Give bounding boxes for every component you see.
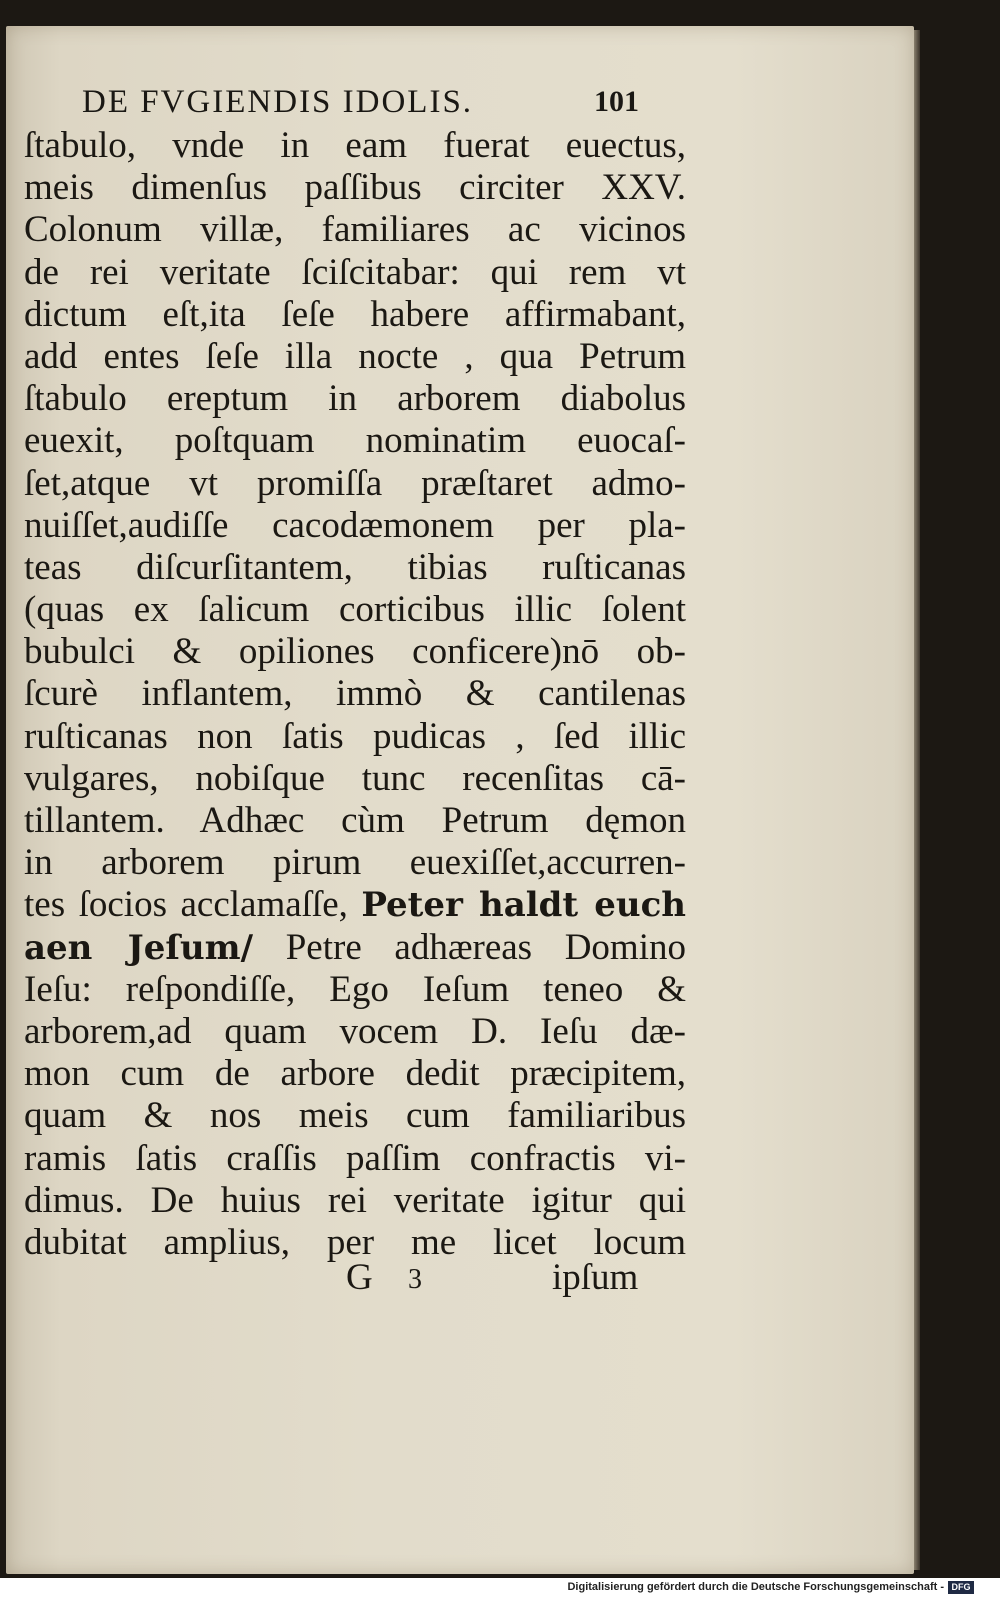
text-line: ſcurè inflantem, immò & cantilenas — [24, 673, 686, 715]
text-line: ruſticanas non ſatis pudicas , ſed illic — [24, 715, 686, 757]
signature-mark: G — [346, 1257, 373, 1298]
signature-line — [24, 1256, 686, 1300]
text-line: (quas ex ſalicum corticibus illic ſolent — [24, 589, 686, 631]
text-line: vulgares, nobiſque tunc recenſitas cā- — [24, 757, 686, 799]
catchword: ipſum — [552, 1257, 639, 1298]
latin-text: tes ſocios acclamaſſe, — [24, 884, 348, 926]
text-line: dubitat amplius, per me licet locum — [24, 1221, 686, 1263]
text-line: dictum eſt,ita ſeſe habere affirmabant, — [24, 293, 686, 335]
dfg-logo: DFG — [948, 1581, 974, 1594]
latin-text: Petre adhæreas Domino — [285, 926, 686, 968]
text-line: dimus. De huius rei veritate igitur qui — [24, 1179, 686, 1221]
text-line: ſtabulo ereptum in arborem diabolus — [24, 378, 686, 420]
text-line: teas diſcurſitantem, tibias ruſticanas — [24, 546, 686, 588]
text-line: mon cum de arbore dedit præcipitem, — [24, 1053, 686, 1095]
text-line: quam & nos meis cum familiaribus — [24, 1095, 686, 1137]
text-line: ſtabulo, vnde in eam fuerat euectus, — [24, 125, 686, 166]
text-line: tillantem. Adhæc cùm Petrum dęmon — [24, 800, 686, 841]
signature-number: 3 — [408, 1264, 422, 1295]
text-line: bubulci & opiliones conficere)nō ob- — [24, 631, 686, 673]
text-line: Colonum villæ, familiares ac vicinos — [24, 209, 686, 251]
body-text — [24, 125, 686, 1264]
text-line: add entes ſeſe illa nocte , qua Petrum — [24, 335, 686, 377]
text-line: in arborem pirum euexiſſet,accurren- — [24, 842, 686, 884]
text-line: meis dimenſus paſſibus circiter XXV. — [24, 167, 686, 209]
text-line: nuiſſet,audiſſe cacodæmonem per pla- — [24, 504, 686, 546]
mixed-language-line — [24, 927, 686, 969]
text-line: Ieſu: reſpondiſſe, Ego Ieſum teneo & — [24, 968, 686, 1010]
digitization-footer — [0, 1578, 1000, 1597]
text-line: de rei veritate ſciſcitabar: qui rem vt — [24, 251, 686, 293]
text-line: ſet,atque vt promiſſa præſtaret admo- — [24, 462, 686, 504]
text-line: euexit, poſtquam nominatim euocaſ- — [24, 420, 686, 462]
page-edge — [914, 30, 920, 1570]
funding-credit: Digitalisierung gefördert durch die Deutsche Forschungsgemeinschaft - — [567, 1581, 944, 1593]
text-line: arborem,ad quam vocem D. Ieſu dæ- — [24, 1010, 686, 1052]
german-blackletter-text: Peter haldt euch — [361, 885, 686, 926]
german-blackletter-text: aen Jeſum/ — [24, 927, 254, 968]
mixed-language-line — [24, 884, 686, 926]
text-line: ramis ſatis craſſis paſſim confractis vi- — [24, 1137, 686, 1179]
running-head-title: DE FVGIENDIS IDOLIS. — [82, 84, 474, 120]
page-number: 101 — [594, 85, 639, 118]
running-head — [82, 80, 642, 124]
